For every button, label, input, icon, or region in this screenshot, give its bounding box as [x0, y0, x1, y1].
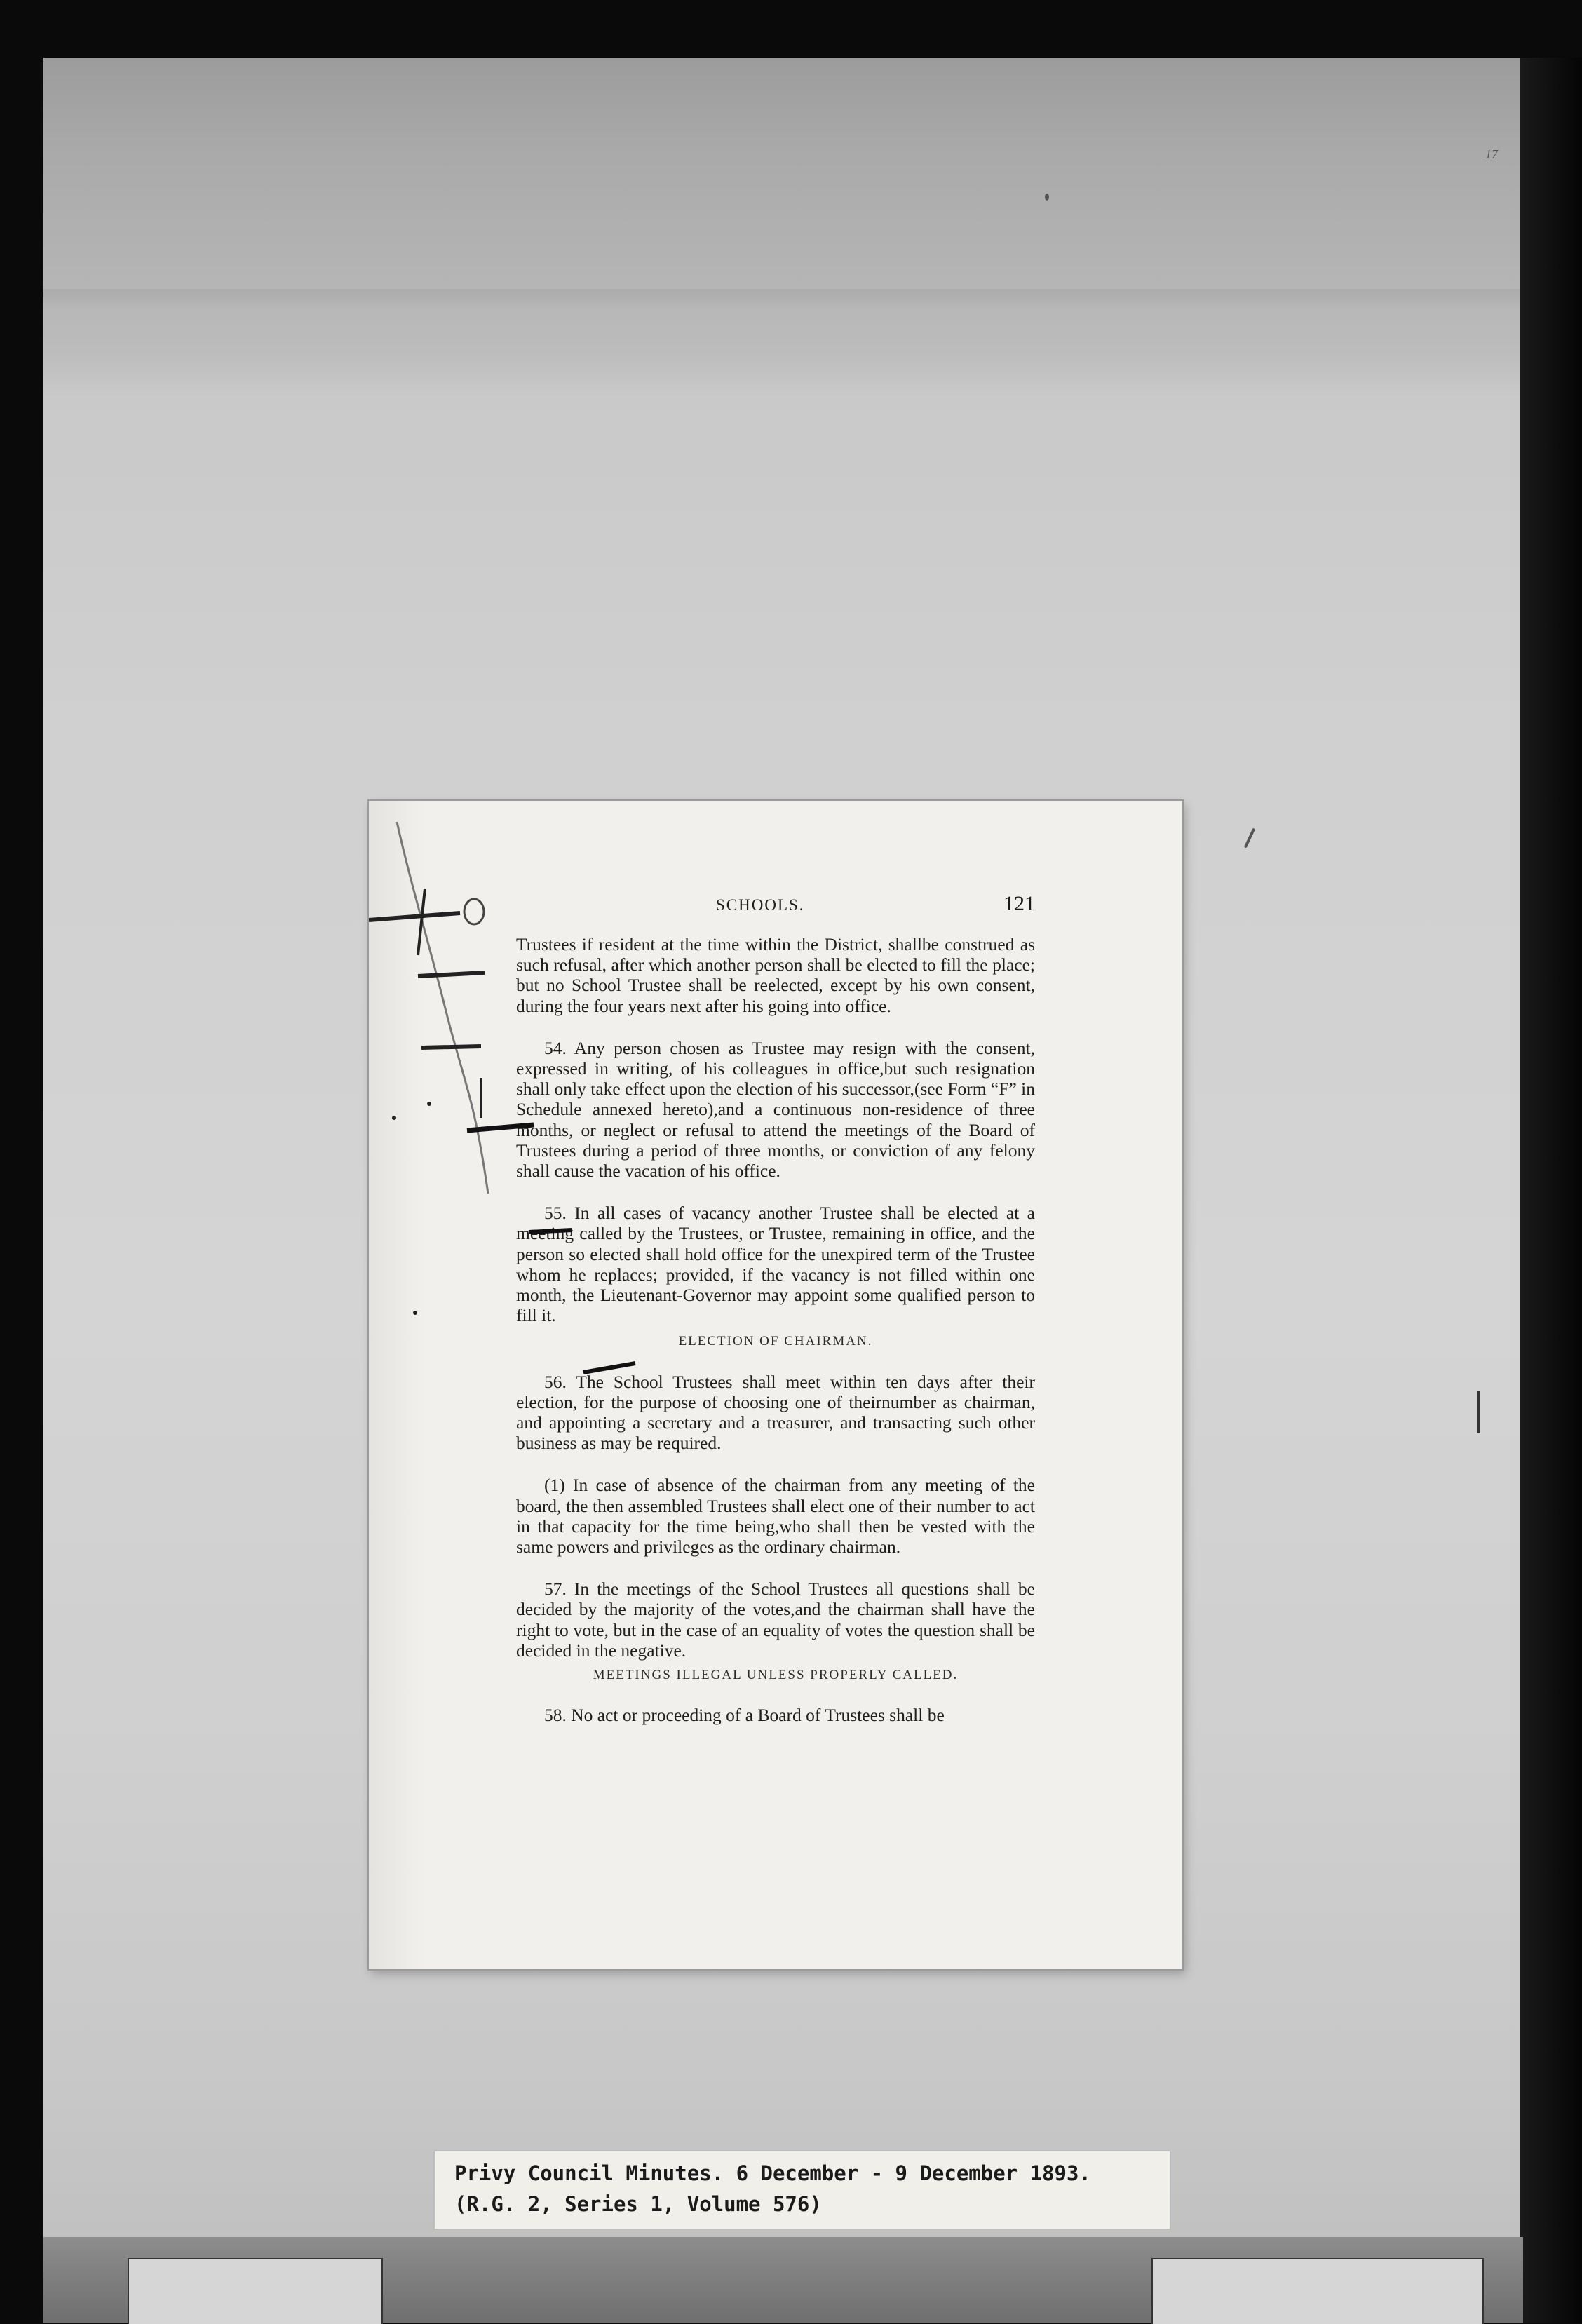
- torn-edge: [369, 801, 425, 1969]
- paragraph-section-58: 58. No act or proceeding of a Board of Trustees shall be: [544, 1705, 945, 1726]
- paragraph-section-56-1: (1) In case of absence of the chairman from any meeting of the board, the then assembled Trustees shall elect one of their number to act in that capacity for the time being,who shall then be vested with the same powers and privileges as the ordinary chairman.: [516, 1475, 1035, 1558]
- paragraph-section-54: 54. Any person chosen as Trustee may resign with the consent, expressed in writing, of his colleagues in office,but such resignation shall only take effect upon the election of his successor,(see Form “F” in Schedule annexed hereto),and a continuous non-residence of three months, or neglect or refusal to attend the meetings of the Board of Trustees during a period of three months, or conviction of any felony shall cause the vacation of his office.: [516, 1037, 1035, 1182]
- mount-slot-left: [128, 2258, 383, 2324]
- heading-meetings-illegal: MEETINGS ILLEGAL UNLESS PROPERLY CALLED.: [593, 1668, 959, 1683]
- bottom-mount-slots: [43, 2237, 1523, 2323]
- running-title: SCHOOLS.: [716, 896, 805, 914]
- paragraph-section-55: 55. In all cases of vacancy another Trustee shall be elected at a meeting called by the Trustees, or Trustee, remaining in office, and the person so elected shall hold office for the unexpired term of the Trustee whom he replaces; provided, if the vacancy is not filled within one month, the Lieutenant-Governor may appoint some qualified person to fill it.: [516, 1203, 1035, 1326]
- film-edge-strip: [1520, 58, 1582, 2323]
- paragraph-continuation: Trustees if resident at the time within the District, shallbe construed as such refusal, after which another person shall be elected to fill the place; but no School Trustee shall be reelected, except by his own consent, during the four years next after his going into office.: [516, 934, 1035, 1016]
- dust-speck: [1045, 194, 1049, 201]
- caption-line-1: Privy Council Minutes. 6 December - 9 December 1893.: [454, 2161, 1091, 2185]
- board-shading-band: [43, 289, 1523, 310]
- page-header: [369, 892, 1182, 920]
- paragraph-section-56: 56. The School Trustees shall meet within ten days after their election, for the purpose of choosing one of theirnumber as chairman, and appointing a secretary and a treasurer, and transacting such other business as may be required.: [516, 1371, 1035, 1454]
- caption-line-2: (R.G. 2, Series 1, Volume 576): [454, 2192, 822, 2216]
- corner-pencil-mark: 17: [1485, 147, 1498, 161]
- margin-tick-mark: [1477, 1391, 1480, 1433]
- body-text: [516, 934, 1035, 1748]
- page-number: 121: [1003, 892, 1035, 915]
- document-page: [369, 801, 1182, 1969]
- archive-caption-label: [433, 2150, 1171, 2230]
- mount-slot-right: [1151, 2258, 1484, 2324]
- heading-election-of-chairman: ELECTION OF CHAIRMAN.: [678, 1334, 873, 1349]
- paragraph-section-57: 57. In the meetings of the School Trustees all questions shall be decided by the majority of the votes,and the chairman shall have the right to vote, but in the case of an equality of votes the question shall be decided in the negative.: [516, 1579, 1035, 1661]
